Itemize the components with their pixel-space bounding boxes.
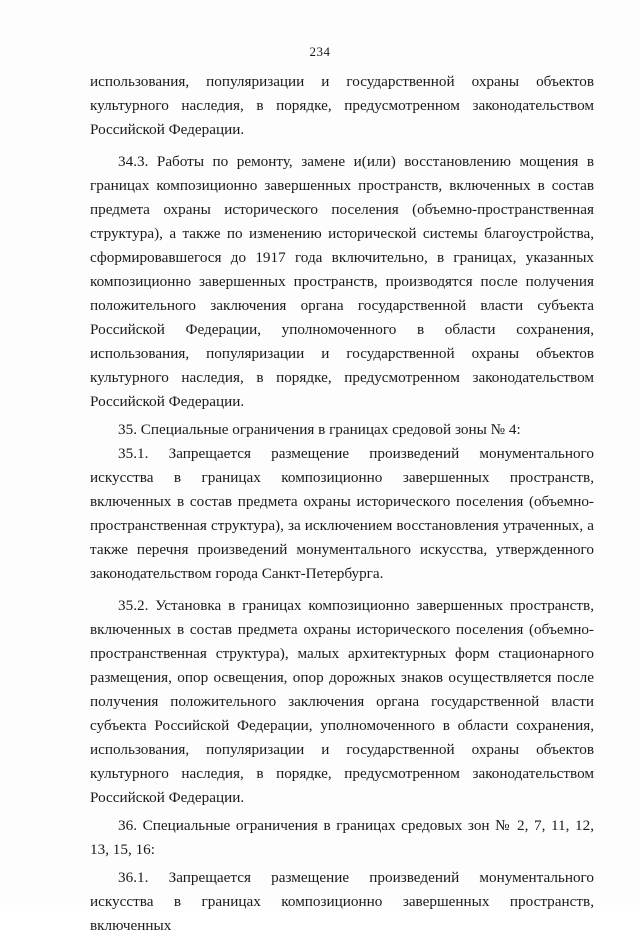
document-body	[90, 70, 594, 938]
paragraph-continuation: использования, популяризации и государственной охраны объектов культурного наследия, в порядке, предусмотренном законодательством Российской Федерации.	[90, 73, 594, 138]
paragraph-36: 36. Специальные ограничения в границах средовых зон № 2, 7, 11, 12, 13, 15, 16:	[90, 817, 594, 858]
paragraph-35-2: 35.2. Установка в границах композиционно завершенных пространств, включенных в состав предмета охраны исторического поселения (объемно-пространственная структура), малых архитектурных форм стационарного размещения, опор освещения, опор дорожных знаков осуществляется после получения положительного заключения органа государственной власти субъекта Российской Федерации, уполномоченного в области сохранения, использования, популяризации и государственной охраны объектов культурного наследия, в порядке, предусмотренном законодательством Российской Федерации.	[90, 597, 594, 806]
paragraph-35-1: 35.1. Запрещается размещение произведений монументального искусства в границах композиционно завершенных пространств, включенных в состав предмета охраны исторического поселения (объемно-пространственная структура), за исключением восстановления утраченных, а также перечня произведений монументального искусства, утвержденного законодательством города Санкт-Петербурга.	[90, 445, 594, 582]
paragraph-36-1: 36.1. Запрещается размещение произведений монументального искусства в границах композиционно завершенных пространств, включенных	[90, 869, 594, 934]
page-number: 234	[309, 44, 331, 59]
paragraph-35: 35. Специальные ограничения в границах средовой зоны № 4:	[118, 421, 521, 438]
paragraph-34-3: 34.3. Работы по ремонту, замене и(или) восстановлению мощения в границах композиционно завершенных пространств, включенных в состав предмета охраны исторического поселения (объемно-пространственная структура), а также по изменению исторической системы благоустройства, сформировавшегося до 1917 года включительно, в границах, указанных композиционно завершенных пространств, производятся после получения положительного заключения органа государственной власти субъекта Российской Федерации, уполномоченного в области сохранения, использования, популяризации и государственной охраны объектов культурного наследия, в порядке, предусмотренном законодательством Российской Федерации.	[90, 153, 594, 410]
